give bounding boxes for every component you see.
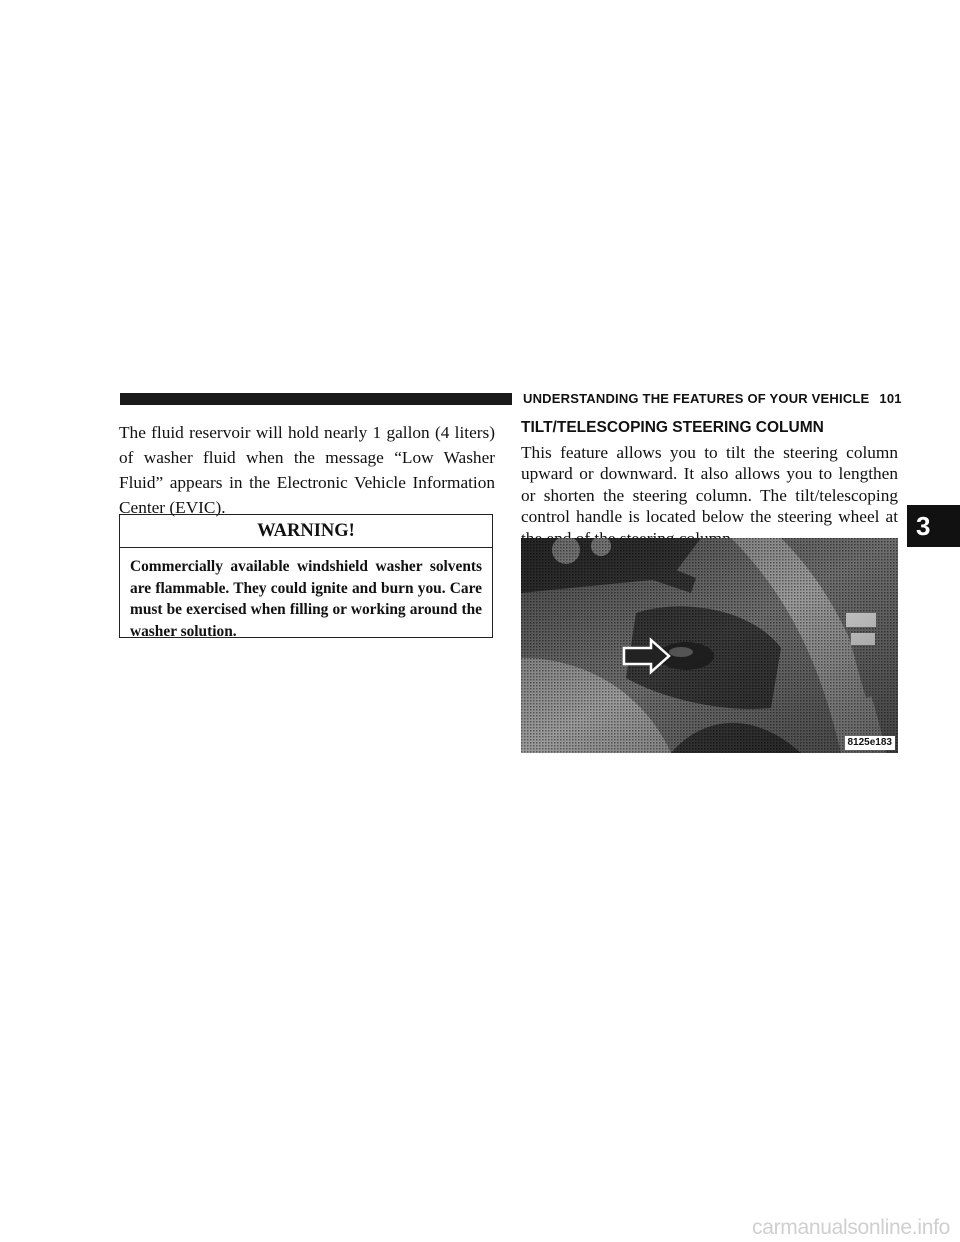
warning-text: Commercially available windshield washer solvents are flammable. They could ignite and burn you. Care must be exercised when filling or working around the washer solution. [130,558,482,640]
footer-watermark: carmanualsonline.info [752,1216,950,1239]
figure-id-label: 8125e183 [845,736,896,750]
steering-column-photo [521,538,898,753]
running-header-title: UNDERSTANDING THE FEATURES OF YOUR VEHICLE [523,391,870,406]
section-heading: TILT/TELESCOPING STEERING COLUMN [521,419,824,436]
warning-box [119,514,493,638]
running-header [523,391,903,406]
warning-title: WARNING! [120,515,492,548]
washer-fluid-paragraph: The fluid reservoir will hold nearly 1 gallon (4 liters) of washer fluid when the message “Low Washer Fluid” appears in the Electronic Vehicle Information Center (EVIC). [119,423,495,517]
chapter-tab: 3 [907,505,960,547]
steering-column-figure [521,538,898,753]
steering-column-paragraph: This feature allows you to tilt the steering column upward or downward. It also allows you to lengthen or shorten the steering column. The tilt/telescoping control handle is located below the steering wheel at [521,443,898,527]
page-number: 101 [879,391,902,406]
header-rule [120,393,512,405]
